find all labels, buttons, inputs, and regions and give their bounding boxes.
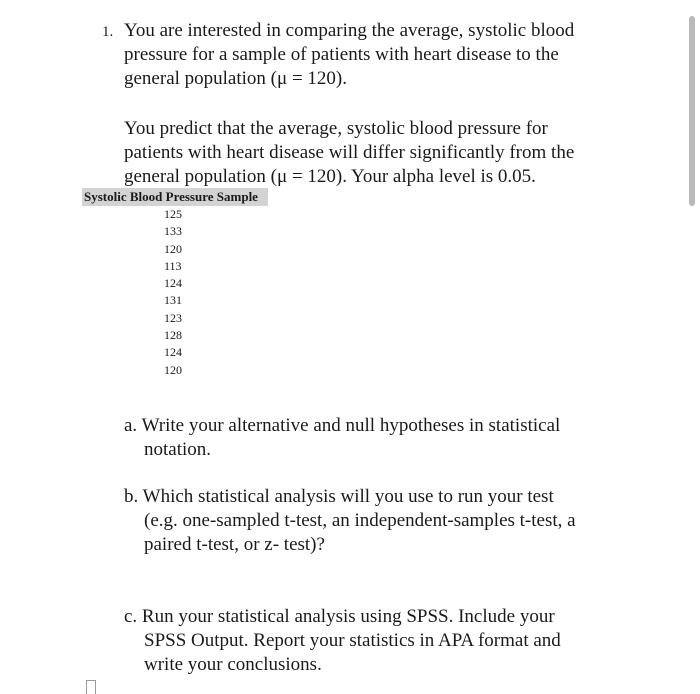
sample-value: 128 xyxy=(164,328,182,343)
table-header: Systolic Blood Pressure Sample xyxy=(82,188,268,206)
subquestion-b-line: paired t-test, or z- test)? xyxy=(144,534,325,555)
sample-value: 133 xyxy=(164,224,182,239)
sample-value: 125 xyxy=(164,207,182,221)
page-corner-icon xyxy=(86,680,96,694)
subquestion-b xyxy=(124,485,644,557)
subquestion-c xyxy=(124,605,644,677)
subquestion-a xyxy=(124,414,644,462)
subquestion-a-line: notation. xyxy=(144,439,212,460)
sample-value: 124 xyxy=(164,276,182,291)
sample-value: 113 xyxy=(164,258,182,273)
scrollbar-thumb[interactable] xyxy=(689,16,695,206)
sample-value: 124 xyxy=(164,345,182,360)
sample-value: 123 xyxy=(164,310,182,325)
sample-values-list xyxy=(164,206,204,379)
subquestion-c-line: SPSS Output. Report your statistics in APA format and xyxy=(144,630,561,651)
question-paragraph-2 xyxy=(124,117,624,189)
question-paragraph-1-line: general population (μ = 120). xyxy=(124,68,347,89)
question-paragraph-1 xyxy=(124,19,624,91)
subquestion-c-line: c. Run your statistical analysis using SPSS. Include your xyxy=(124,606,555,627)
sample-value: 131 xyxy=(164,293,182,308)
question-paragraph-2-line: patients with heart disease will differ significantly from the xyxy=(124,142,575,163)
subquestion-b-line: (e.g. one-sampled t-test, an independent-samples t-test, a xyxy=(144,510,576,531)
question-paragraph-1-line: pressure for a sample of patients with heart disease to the xyxy=(124,44,559,65)
subquestion-a-line: a. Write your alternative and null hypotheses in statistical xyxy=(124,415,561,436)
question-paragraph-2-line: You predict that the average, systolic blood pressure for xyxy=(124,118,548,139)
question-paragraph-1-line: You are interested in comparing the average, systolic blood xyxy=(124,20,575,41)
subquestion-c-line: write your conclusions. xyxy=(144,654,322,675)
sample-value: 120 xyxy=(164,362,182,377)
sample-value: 120 xyxy=(164,241,182,256)
subquestion-b-line: b. Which statistical analysis will you use to run your test xyxy=(124,486,554,507)
question-number: 1. xyxy=(102,24,114,40)
question-paragraph-2-line: general population (μ = 120). Your alpha level is 0.05. xyxy=(124,166,536,187)
